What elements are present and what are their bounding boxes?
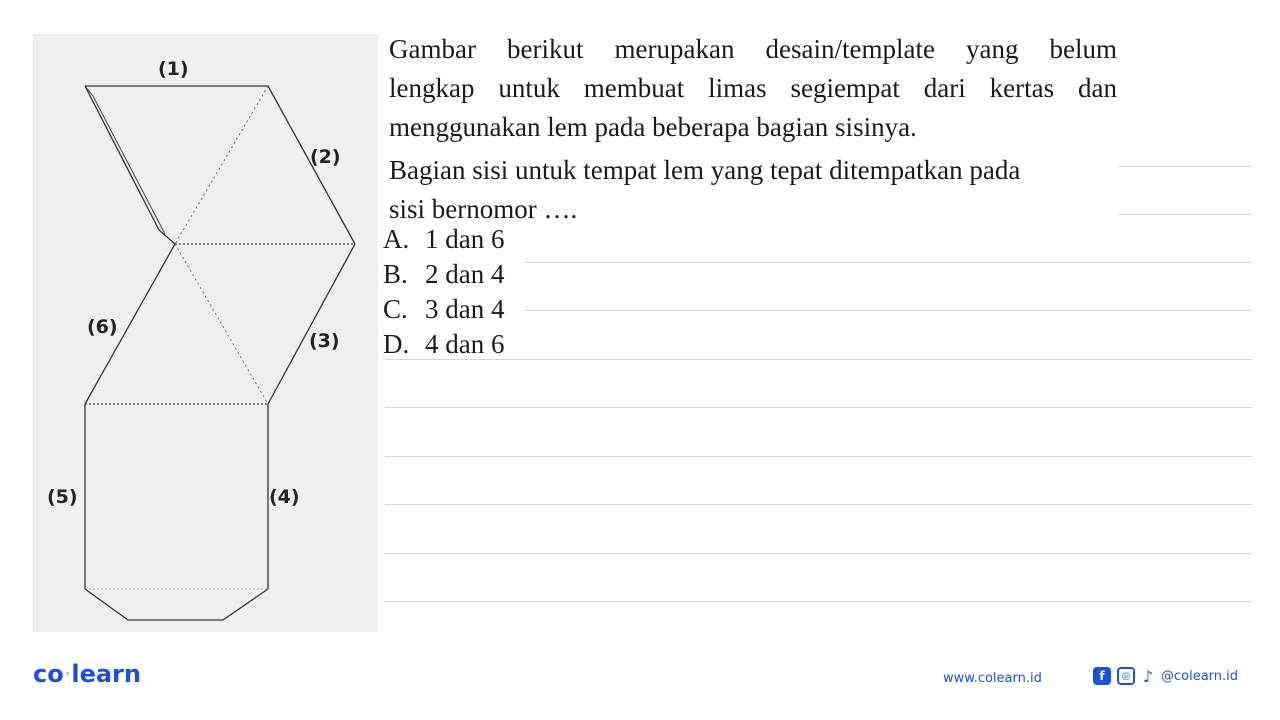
question-line: sisi bernomor …. xyxy=(389,194,578,224)
website-link[interactable]: www.colearn.id xyxy=(943,671,1042,686)
question-line: Bagian sisi untuk tempat lem yang tepat ditempatkan pada xyxy=(389,155,1021,185)
tiktok-icon[interactable]: ♪ xyxy=(1142,666,1154,686)
ruled-line xyxy=(385,504,1253,505)
instagram-icon[interactable]: ◎ xyxy=(1117,667,1135,685)
option-letter: A. xyxy=(383,224,410,254)
ruled-line xyxy=(385,407,1253,408)
ruled-line xyxy=(385,601,1253,602)
logo-part: learn xyxy=(71,660,141,688)
net-figure xyxy=(33,34,378,632)
option-text: 3 dan 4 xyxy=(425,294,505,324)
question-text xyxy=(389,30,1117,147)
question-line: lengkap untuk membuat limas segiempat dari kertas dan xyxy=(389,73,1117,103)
question-line: menggunakan lem pada beberapa bagian sisinya. xyxy=(389,112,917,142)
ruled-line xyxy=(525,262,1253,263)
option-a[interactable] xyxy=(383,222,504,257)
question-prompt xyxy=(389,151,1117,229)
answer-options xyxy=(383,222,504,362)
question-line: Gambar berikut merupakan desain/template yang belum xyxy=(389,34,1117,64)
facebook-icon[interactable]: f xyxy=(1093,667,1111,685)
ruled-line xyxy=(1118,166,1253,167)
logo-part: co xyxy=(33,660,64,688)
label-3: (3) xyxy=(309,330,340,352)
option-letter: D. xyxy=(383,329,410,359)
option-letter: B. xyxy=(383,259,408,289)
bottom-flap xyxy=(85,589,268,620)
label-5: (5) xyxy=(47,486,78,508)
social-handle[interactable]: @colearn.id xyxy=(1161,668,1239,684)
option-text: 1 dan 6 xyxy=(425,224,505,254)
option-text: 4 dan 6 xyxy=(425,329,505,359)
colearn-logo xyxy=(33,660,141,688)
flap-1-edge xyxy=(85,86,175,244)
option-c[interactable] xyxy=(383,292,504,327)
flap-1-inner xyxy=(93,96,165,234)
ruled-line xyxy=(385,359,1253,360)
label-4: (4) xyxy=(269,486,300,508)
ruled-line xyxy=(1118,214,1253,215)
fold-line xyxy=(175,244,268,404)
option-text: 2 dan 4 xyxy=(425,259,505,289)
fold-line xyxy=(175,86,268,244)
logo-dot: · xyxy=(63,660,72,688)
label-2: (2) xyxy=(310,146,341,168)
social-links xyxy=(1093,667,1238,685)
option-d[interactable] xyxy=(383,327,504,362)
ruled-line xyxy=(385,456,1253,457)
label-6: (6) xyxy=(87,316,118,338)
label-1: (1) xyxy=(158,58,189,80)
ruled-line xyxy=(525,310,1253,311)
option-b[interactable] xyxy=(383,257,504,292)
option-letter: C. xyxy=(383,294,408,324)
ruled-line xyxy=(385,553,1253,554)
edge-3 xyxy=(268,244,355,404)
